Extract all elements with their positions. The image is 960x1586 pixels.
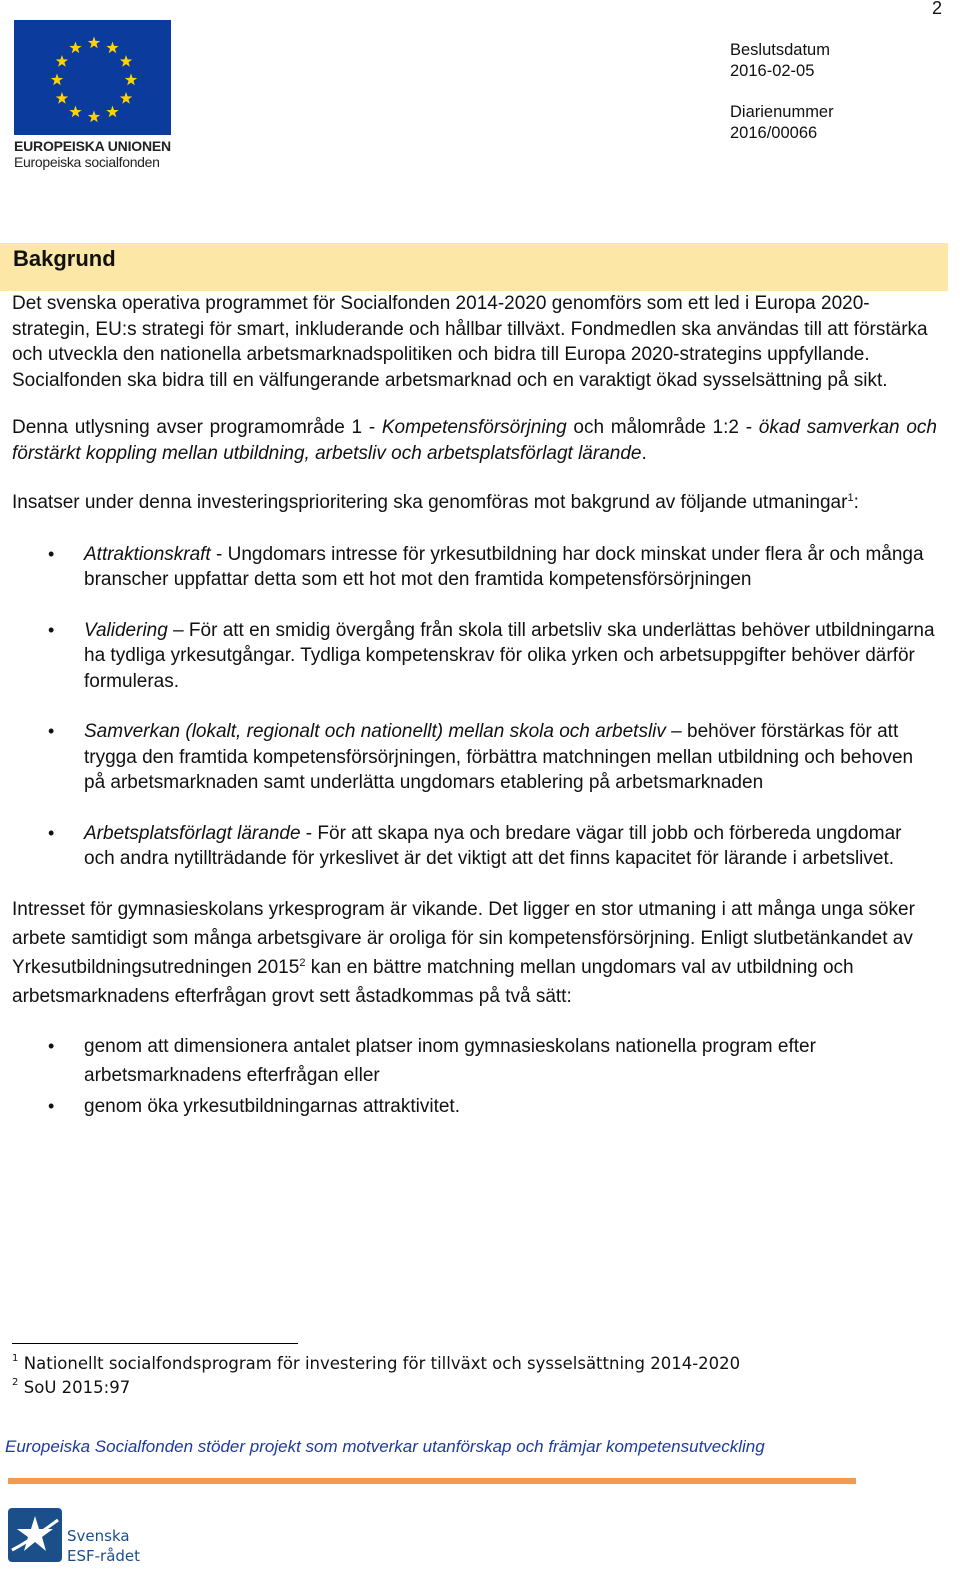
footnote-ref-1[interactable]: 1 (847, 492, 854, 504)
footnote-divider (12, 1343, 298, 1344)
footer-tagline: Europeiska Socialfonden stöder projekt som motverkar utanförskap och främjar kompetensutveckling (5, 1437, 765, 1456)
decision-date-label: Beslutsdatum (730, 41, 830, 59)
paragraph-challenges (12, 490, 937, 516)
document-body (12, 291, 937, 1123)
document-meta (730, 40, 834, 144)
challenge-text: – behöver förstärkas för att trygga den framtida kompetensförsörjningen, förbättra matchningen mellan utbildning och behoven på arbetsmarknaden samt underlätta ungdomars etablering på arbetsmarknaden (84, 721, 914, 793)
list-item: • genom att dimensionera antalet platser inom gymnasieskolans nationella program efter arbetsmarknadens efterfrågan eller (12, 1032, 937, 1090)
target-area-term: ökad samverkan och förstärkt koppling mellan utbildning, arbetsliv och arbetsplatsförlagt lärande (12, 417, 937, 464)
esf-logo-text (67, 1526, 140, 1566)
eu-logo-title: EUROPEISKA UNIONEN (14, 138, 171, 154)
decision-date: 2016-02-05 (730, 62, 815, 80)
program-area-term: Kompetensförsörjning (381, 417, 567, 438)
challenge-term: Arbetsplatsförlagt lärande (84, 822, 301, 844)
text-span: Intresset för gymnasieskolans yrkesprogram är vikande. Det ligger en stor utmaning i att många unga söker arbete samtidigt som många arbetsgivare är oroliga för sin kompetensförsörjning. Enligt slutbetänkandet av Yrkesutbildningsutredningen 2015 (12, 898, 915, 978)
heading-bar (0, 243, 948, 291)
challenge-term: Attraktionskraft (84, 543, 211, 565)
esf-logo-line1: Svenska (67, 1527, 130, 1545)
footnote-2 (12, 1376, 740, 1400)
section-heading: Bakgrund (13, 246, 116, 271)
footnote-text: Nationellt socialfondsprogram för investering för tillväxt och sysselsättning 2014-2020 (23, 1354, 741, 1373)
challenge-text: - För att skapa nya och bredare vägar till jobb och förbereda ungdomar och andra nytillträdande för yrkeslivet är det viktigt att det finns kapacitet för lärande i arbetslivet. (84, 822, 902, 869)
footnote-number: 2 (12, 1377, 19, 1388)
paragraph-intro: Det svenska operativa programmet för Socialfonden 2014-2020 genomförs som ett led i Europa 2020- strategin, EU:s strategi för smart, inkluderande och hållbar tillväxt. Fondmedlen ska användas till att förstärka och utveckla den nationella arbetsmarknadspolitiken och bidra till Europa 2020-strategins uppfyllande. Socialfonden ska bidra till en välfungerande arbetsmarknad och en varaktigt ökad sysselsättning på sikt. (12, 293, 928, 391)
text-span: Insatser under denna investeringsprioritering ska genomföras mot bakgrund av följande utmaningar (12, 492, 848, 513)
page-number: 2 (931, 0, 942, 18)
text-span: kan en bättre matchning mellan ungdomars val av utbildning och arbetsmarknadens efterfrågan grovt sett åstadkommas på två sätt: (12, 956, 854, 1007)
registry-number: 2016/00066 (730, 124, 818, 142)
challenge-term: Samverkan (lokalt, regionalt och nationellt) mellan skola och arbetsliv (84, 721, 666, 742)
footnote-number: 1 (12, 1353, 19, 1364)
list-item (12, 542, 937, 593)
esf-logo-line2: ESF-rådet (67, 1547, 141, 1565)
challenge-text: – För att en smidig övergång från skola till arbetsliv ska underlättas behöver utbildningarna ha tydliga yrkesutgångar. Tydliga kompetenskrav för olika yrken och arbetsuppgifter behöver därför formuleras. (84, 619, 935, 692)
text-span: och målområde 1:2 - (566, 417, 759, 438)
list-item: • genom öka yrkesutbildningarnas attraktivitet. (12, 1092, 937, 1121)
challenge-term: Validering (84, 619, 168, 641)
eu-flag-icon (14, 20, 171, 135)
footnote-ref-2[interactable]: 2 (299, 956, 306, 969)
paragraph-call-scope (12, 415, 937, 466)
registry-label: Diarienummer (730, 103, 834, 121)
list-item (12, 719, 937, 796)
text-span: : (853, 492, 859, 513)
eu-logo (14, 20, 174, 170)
paragraph-vocational-interest (12, 895, 937, 1011)
footnote-1 (12, 1352, 740, 1376)
text-span: . (641, 442, 647, 464)
text-span: Denna utlysning avser programområde 1 - (12, 417, 382, 438)
challenge-list (12, 542, 937, 872)
ways-list (12, 1032, 937, 1121)
eu-logo-subtitle: Europeiska socialfonden (14, 154, 160, 170)
list-item (12, 821, 937, 872)
challenge-text: - Ungdomars intresse för yrkesutbildning har dock minskat under flera år och många branscher uppfattar detta som ett hot mot den framtida kompetensförsörjningen (84, 543, 924, 590)
footnotes (12, 1352, 740, 1400)
footer-divider (8, 1478, 856, 1484)
list-item (12, 618, 937, 695)
footnote-text: SoU 2015:97 (23, 1378, 131, 1397)
